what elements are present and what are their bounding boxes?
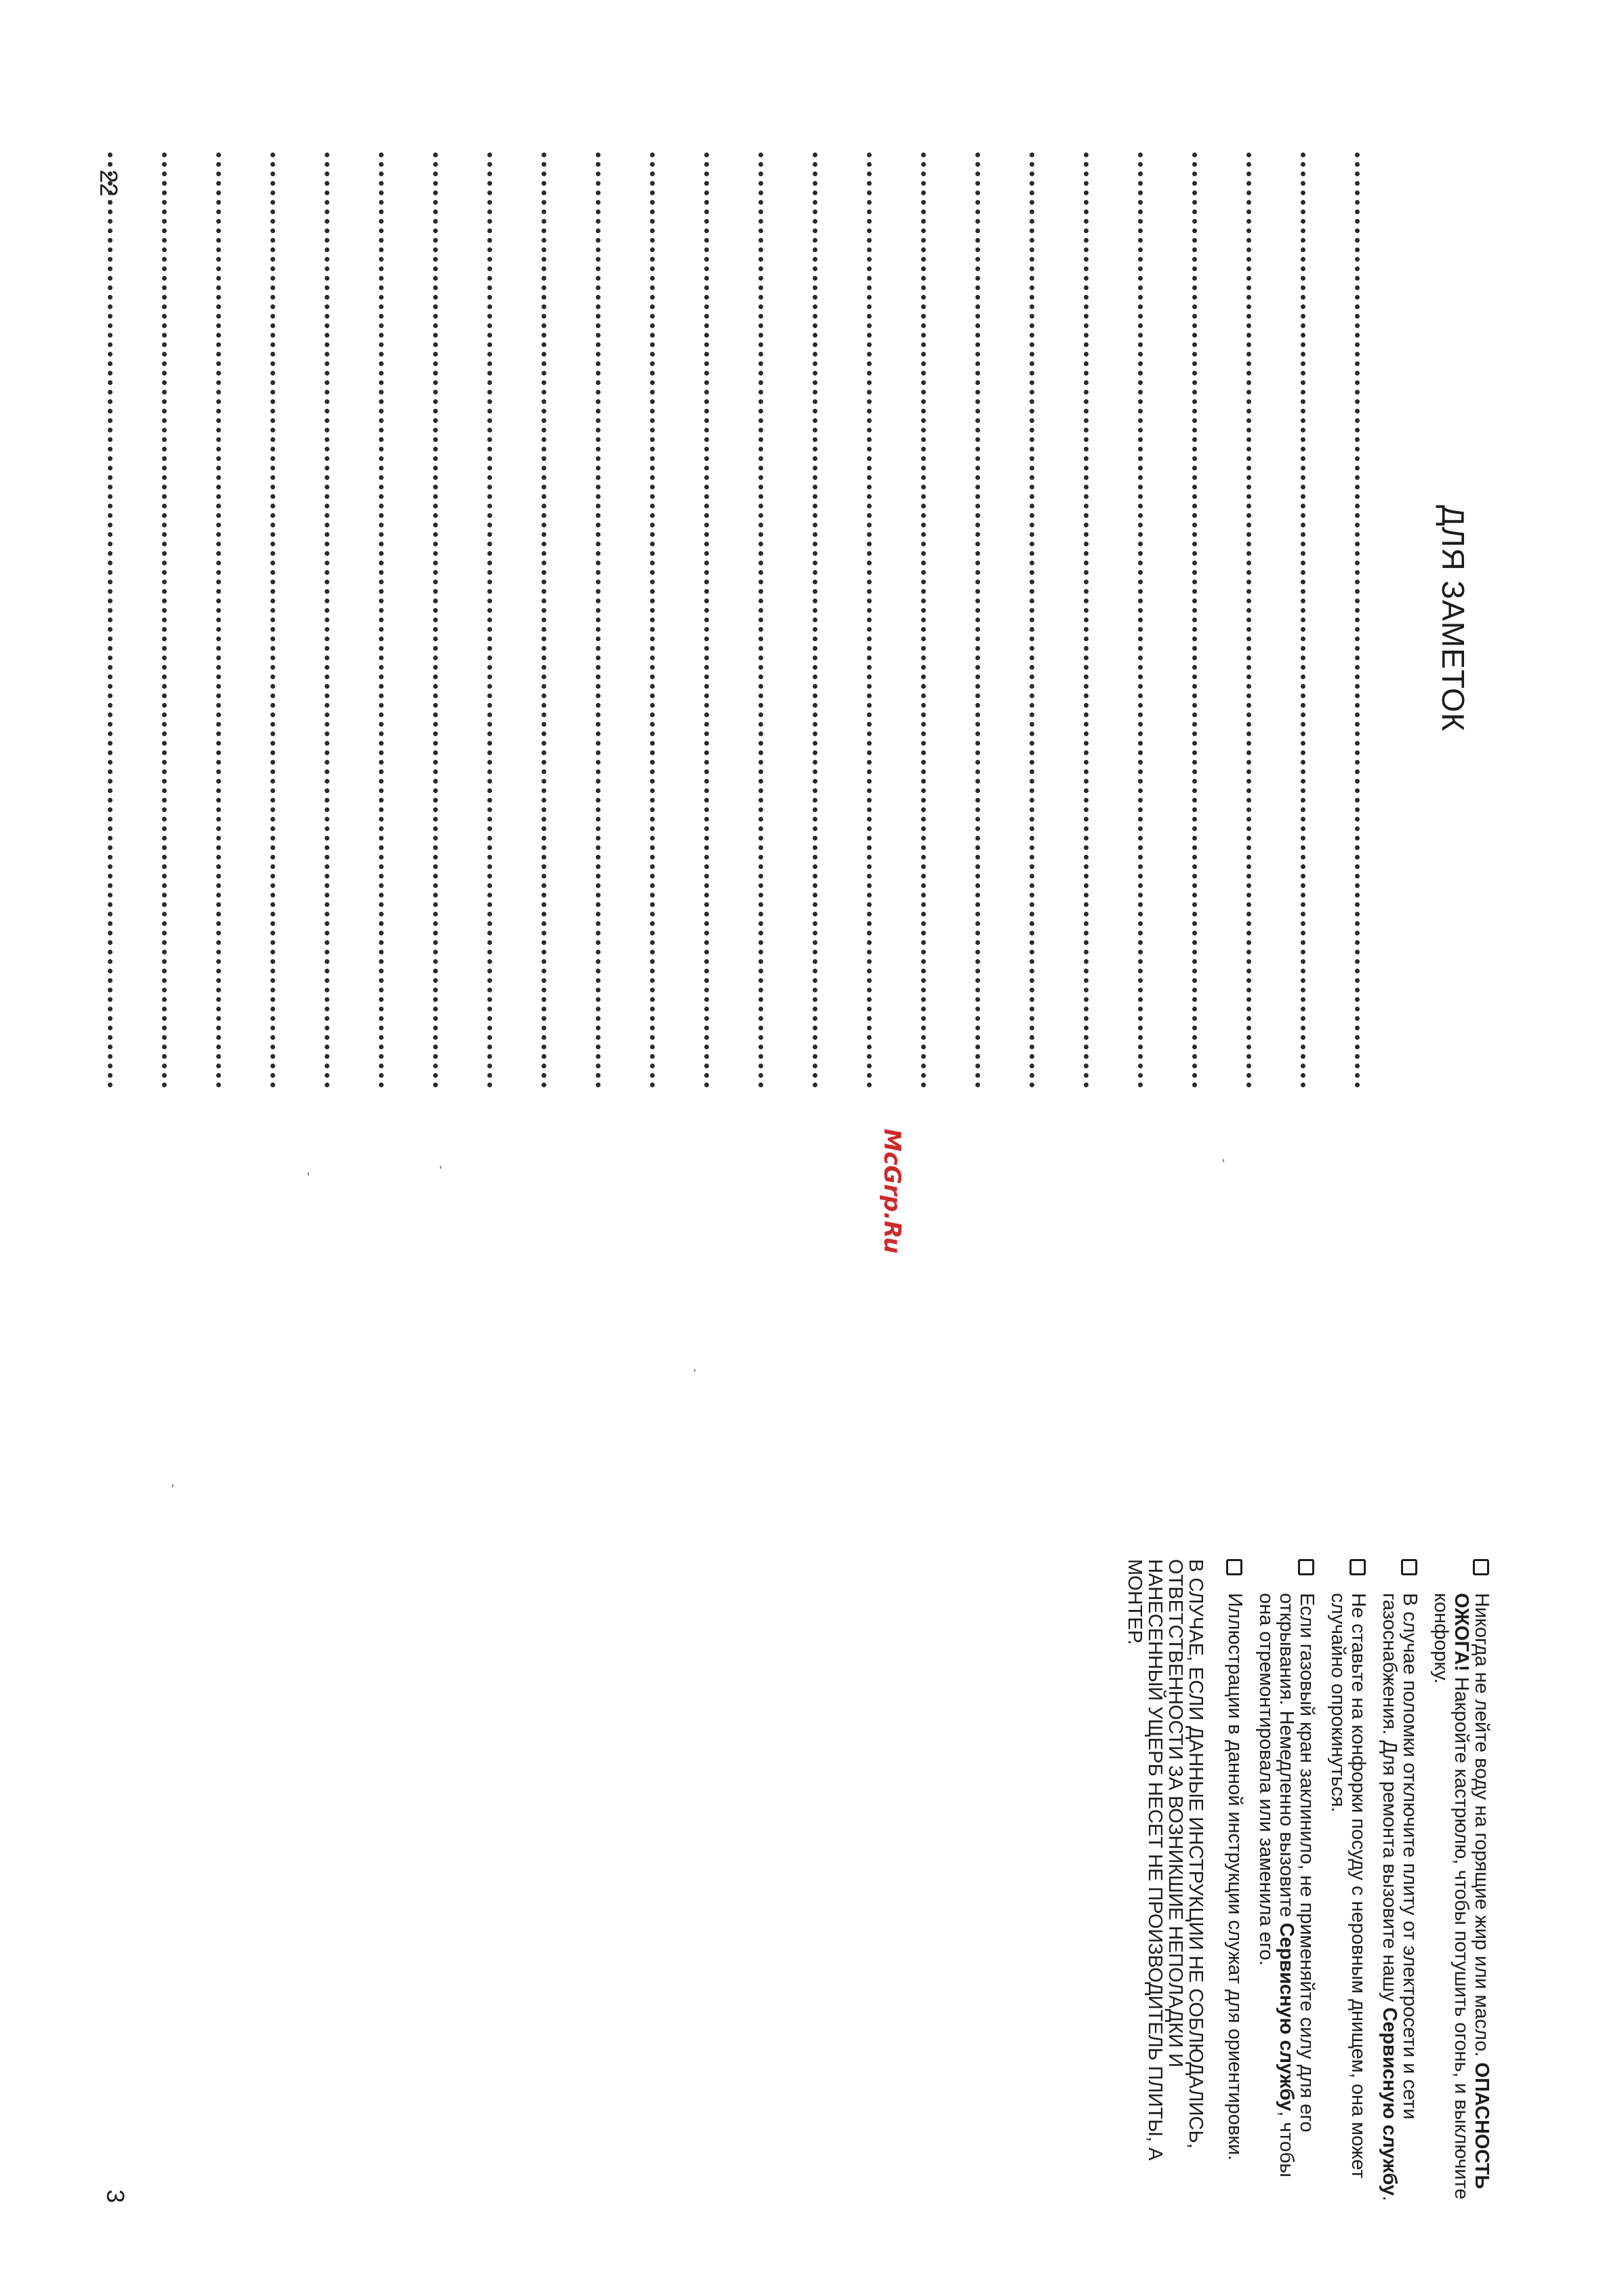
dotted-note-line bbox=[1084, 153, 1089, 1088]
checkbox-bullet-icon bbox=[1349, 1559, 1366, 1575]
warning-text: Если газовый кран заклинило, не применяйте силу для его открывания. Немедленно вызовите bbox=[1276, 1593, 1318, 2133]
dotted-note-line bbox=[487, 153, 492, 1088]
dotted-note-line bbox=[162, 153, 167, 1088]
page-number-right: 3 bbox=[102, 2189, 129, 2204]
warning-bold-text: Сервисную службу bbox=[1379, 2007, 1400, 2196]
watermark: McGrp.Ru bbox=[878, 1129, 906, 1254]
dotted-note-line bbox=[433, 153, 438, 1088]
dotted-note-line bbox=[216, 153, 221, 1088]
notes-dotted-lines bbox=[58, 153, 1360, 1088]
safety-instructions bbox=[1124, 1559, 1492, 2210]
warning-item bbox=[1379, 1559, 1420, 2210]
dotted-note-line bbox=[867, 153, 872, 1088]
warning-item bbox=[1225, 1559, 1245, 2210]
warning-text: Не ставьте на конфорки посуду с неровным днищем, она может случайно опрокинуться. bbox=[1327, 1593, 1369, 2179]
warning-bold-text: ОПАСНОСТЬ ОЖОГА! bbox=[1450, 1593, 1493, 2189]
warning-item bbox=[1256, 1559, 1317, 2210]
checkbox-bullet-icon bbox=[1298, 1559, 1314, 1575]
liability-notice: В СЛУЧАЕ, ЕСЛИ ДАННЫЕ ИНСТРУКЦИИ НЕ СОБЛЮДАЛИСЬ, ОТВЕТСТВЕННОСТИ ЗА ВОЗНИКШИЕ НЕПОЛАДКИ И НАНЕСЕННЫЙ УЩЕРБ НЕСЕТ НЕ ПРОИЗВОДИТЕЛЬ ПЛИТЫ, А МОНТЕР. bbox=[1124, 1559, 1206, 2161]
scan-speck bbox=[172, 1484, 174, 1487]
dotted-note-line bbox=[975, 153, 980, 1088]
dotted-note-line bbox=[325, 153, 329, 1088]
page-number-left: 22 bbox=[95, 169, 123, 197]
dotted-note-line bbox=[1301, 153, 1305, 1088]
scan-speck bbox=[1223, 1159, 1224, 1162]
dotted-note-line bbox=[270, 153, 275, 1088]
dotted-note-line bbox=[542, 153, 546, 1088]
warning-text: В случае поломки отключите плиту от электросети и сети газоснабжения. Для ремонта вызовите нашу bbox=[1379, 1593, 1421, 2120]
dotted-note-line bbox=[921, 153, 926, 1088]
warning-text: , чтобы она отремонтировала или заменила его. bbox=[1255, 1593, 1297, 2178]
checkbox-bullet-icon bbox=[1226, 1559, 1242, 1575]
warning-bold-text: Сервисную службу bbox=[1276, 1922, 1297, 2112]
notes-title: ДЛЯ ЗАМЕТОК bbox=[1436, 505, 1471, 732]
scan-speck bbox=[308, 1173, 309, 1175]
warning-text: Накройте кастрюлю, чтобы потушить огонь, и выключите конфорку. bbox=[1430, 1593, 1472, 2200]
warning-item bbox=[1431, 1559, 1492, 2210]
scan-speck bbox=[440, 1166, 441, 1169]
warning-item bbox=[1328, 1559, 1368, 2210]
dotted-note-line bbox=[1355, 153, 1360, 1088]
dotted-note-line bbox=[704, 153, 709, 1088]
dotted-note-line bbox=[1192, 153, 1197, 1088]
dotted-note-line bbox=[108, 153, 113, 1088]
dotted-note-line bbox=[596, 153, 601, 1088]
dotted-note-line bbox=[650, 153, 655, 1088]
dotted-note-line bbox=[379, 153, 384, 1088]
dotted-note-line bbox=[813, 153, 817, 1088]
warning-text: Иллюстрации в данной инструкции служат для ориентировки. bbox=[1224, 1593, 1246, 2161]
scan-speck bbox=[694, 1369, 695, 1372]
warning-text: Никогда не лейте воду на горящие жир или масло. bbox=[1471, 1593, 1493, 2063]
dotted-note-line bbox=[758, 153, 763, 1088]
dotted-note-line bbox=[1138, 153, 1143, 1088]
dotted-note-line bbox=[1246, 153, 1251, 1088]
checkbox-bullet-icon bbox=[1473, 1559, 1489, 1575]
warning-text: . bbox=[1379, 2196, 1400, 2202]
dotted-note-line bbox=[1030, 153, 1034, 1088]
checkbox-bullet-icon bbox=[1401, 1559, 1417, 1575]
